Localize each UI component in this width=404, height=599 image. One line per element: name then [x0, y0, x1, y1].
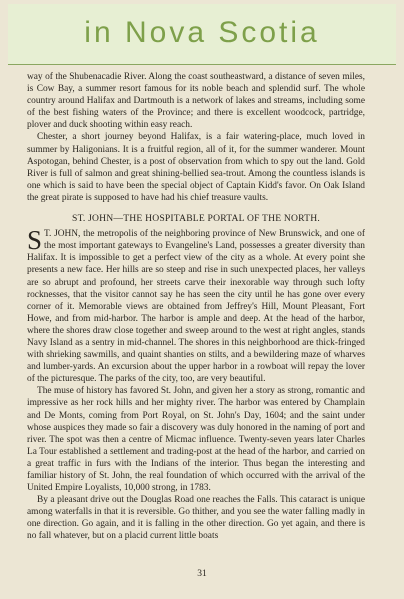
paragraph: way of the Shubenacadie River. Along the coast southeastward, a distance of seven miles, is Cow Bay, a summer resort famous for its noble beach and splendid surf. The whole country around Halifax and Dartmouth is a network of lakes and streams, including some of the best fishing waters of the Province; and there is excellent woodcock, partridge, plover and duck shooting within easy reach.: [27, 72, 365, 131]
section-heading: ST. JOHN—THE HOSPITABLE PORTAL OF THE NORTH.: [72, 213, 320, 225]
paragraph-dropcap: [27, 225, 365, 385]
paragraph: The muse of history has favored St. John, and given her a story as strong, romantic and impressive as her rock hills and her mighty river. The harbor was entered by Champlain and De Monts, coming from Port Royal, on St. John's Day, 1604; and the saint under whose auspices they made so fair a discovery was duly honored in the naming of port and river. The spot was then a centre of Micmac influence. Twenty-seven years later Charles La Tour established a settlement and trading-post at the head of the harbor, and carried on a great traffic in furs with the Indians of the interior. Thus began the interesting and familiar history of St. John, the real foundation of which occurred with the arrival of the United Empire Loyalists, 10,000 strong, in 1783.: [27, 386, 365, 494]
header-rule: [8, 64, 396, 65]
paragraph-text: T. JOHN, the metropolis of the neighboring province of New Brunswick, and one of the most important gateways to Evangeline's Land, possesses a greater diversity than Halifax. It is impossible to get a perfect view of the city as a whole. At every point she presents a new face. Her hills are so steep and rise in such unexpected places, her valleys are so abrupt and profound, her streets carve their inexorable way through such lofty rocknesses, that the visitor cannot say he has seen the city until he has gone over every corner of it. Memorable views are obtained from Jeffrey's Hill, Mount Pleasant, Fort Howe, and from mid-harbor. The harbor is ample and deep. At the head of the harbor, where the shores draw close together and sweep around to the west at right angles, stands Navy Island as a sentry in mid-channel. The shores in this neighborhood are thick-fringed with shrieking sawmills, and quaint shanties on stilts, and a bewildering maze of wharves and lumber-yards. An excursion about the upper harbor in a rowboat will repay the lover of the picturesque. The parks of the city, too, are very beautiful.: [27, 229, 365, 385]
running-title: in Nova Scotia: [84, 16, 320, 49]
page-number: 31: [197, 569, 207, 579]
body-text: [27, 71, 365, 543]
paragraph: By a pleasant drive out the Douglas Road one reaches the Falls. This cataract is unique among waterfalls in that it is reversible. Go thither, and you see the water falling madly in one direction. Go again, and it is falling in the other direction. Go yet again, and there is no fall whatever, but on a placid current little boats: [27, 495, 365, 542]
page-header: [8, 4, 396, 64]
drop-cap: S: [27, 225, 43, 256]
paragraph: Chester, a short journey beyond Halifax, is a fair watering-place, much loved in summer by Haligonians. It is a fruitful region, all of it, for the summer wanderer. Mount Aspotogan, behind Chester, is a post of observation from which to spy out the land. Gold River is full of salmon and great shining-bellied sea-trout. Among the countless islands is one which is said to have been the special object of Captain Kidd's favor. On Oak Island the great pirate is supposed to have had his chief treasure vaults.: [27, 132, 365, 203]
